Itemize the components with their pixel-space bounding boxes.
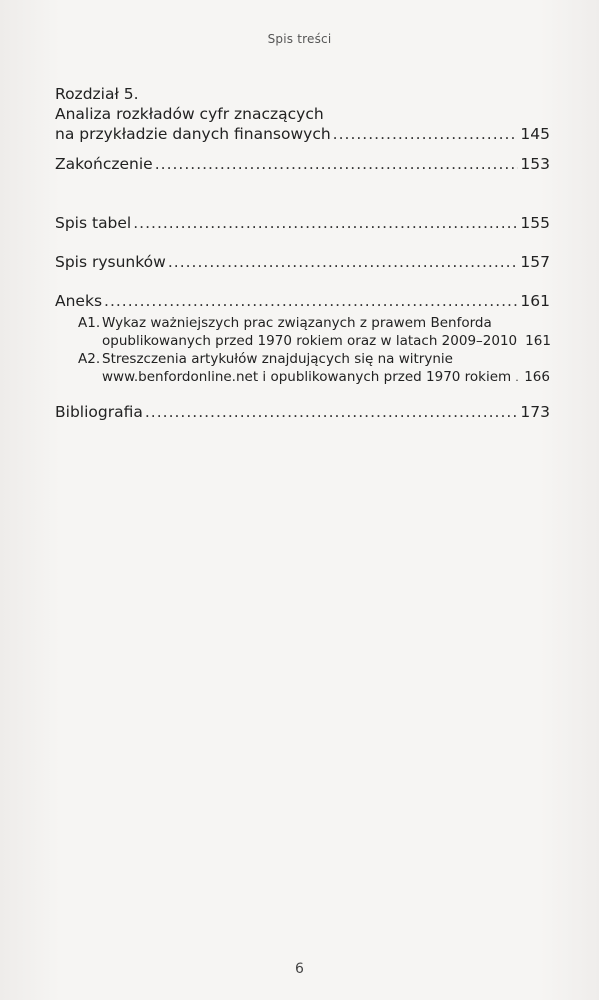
page-ref: 173 — [520, 403, 550, 421]
page-ref: 145 — [520, 125, 550, 143]
dot-leader — [133, 213, 518, 233]
dot-leader — [155, 154, 519, 174]
page-ref: 153 — [520, 155, 550, 173]
toc-entry-figures[interactable] — [55, 252, 550, 272]
dot-leader — [515, 369, 520, 387]
chapter-title-line-2 — [55, 124, 550, 144]
subentry-title-line-1: Wykaz ważniejszych prac związanych z prawem Benforda — [102, 315, 492, 331]
chapter-label: Rozdział 5. — [55, 85, 139, 103]
toc-entry-annex[interactable] — [55, 291, 550, 311]
page-ref: 157 — [520, 253, 550, 271]
toc-entry-chapter-5[interactable] — [55, 84, 550, 144]
entry-title: Zakończenie — [55, 155, 153, 173]
subentry-title-line-2: opublikowanych przed 1970 rokiem oraz w latach 2009–2010 — [102, 333, 518, 349]
dot-leader — [104, 291, 518, 311]
page-number: 6 — [295, 961, 304, 977]
toc-entry-conclusion[interactable] — [55, 154, 550, 174]
entry-title: Bibliografia — [55, 403, 143, 421]
toc-entry-bibliography[interactable] — [55, 402, 550, 422]
page-ref: 161 — [525, 333, 551, 349]
toc-subentry-a2[interactable] — [78, 350, 550, 387]
subentry-number: A1. — [78, 315, 101, 331]
subentry-title-line-1: Streszczenia artykułów znajdujących się na witrynie — [102, 351, 453, 367]
page-ref: 166 — [524, 369, 550, 385]
page-ref: 161 — [520, 292, 550, 310]
entry-title: Spis tabel — [55, 214, 132, 232]
subentry-number: A2. — [78, 351, 101, 367]
entry-title: Aneks — [55, 292, 103, 310]
toc-entry-tables[interactable] — [55, 213, 550, 233]
chapter-label-line — [55, 84, 550, 104]
dot-leader — [333, 124, 519, 144]
page-ref: 155 — [520, 214, 550, 232]
chapter-title-line-1 — [55, 104, 550, 124]
toc-subentry-a1[interactable] — [78, 314, 550, 351]
entry-title: Spis rysunków — [55, 253, 166, 271]
dot-leader — [168, 252, 519, 272]
chapter-title-part-2: na przykładzie danych finansowych — [55, 125, 331, 143]
subentry-title-line-2: www.benfordonline.net i opublikowanych przed 1970 rokiem — [102, 369, 512, 385]
running-head: Spis treści — [267, 32, 332, 46]
dot-leader — [145, 402, 519, 422]
chapter-title-part-1: Analiza rozkładów cyfr znaczących — [55, 105, 324, 123]
